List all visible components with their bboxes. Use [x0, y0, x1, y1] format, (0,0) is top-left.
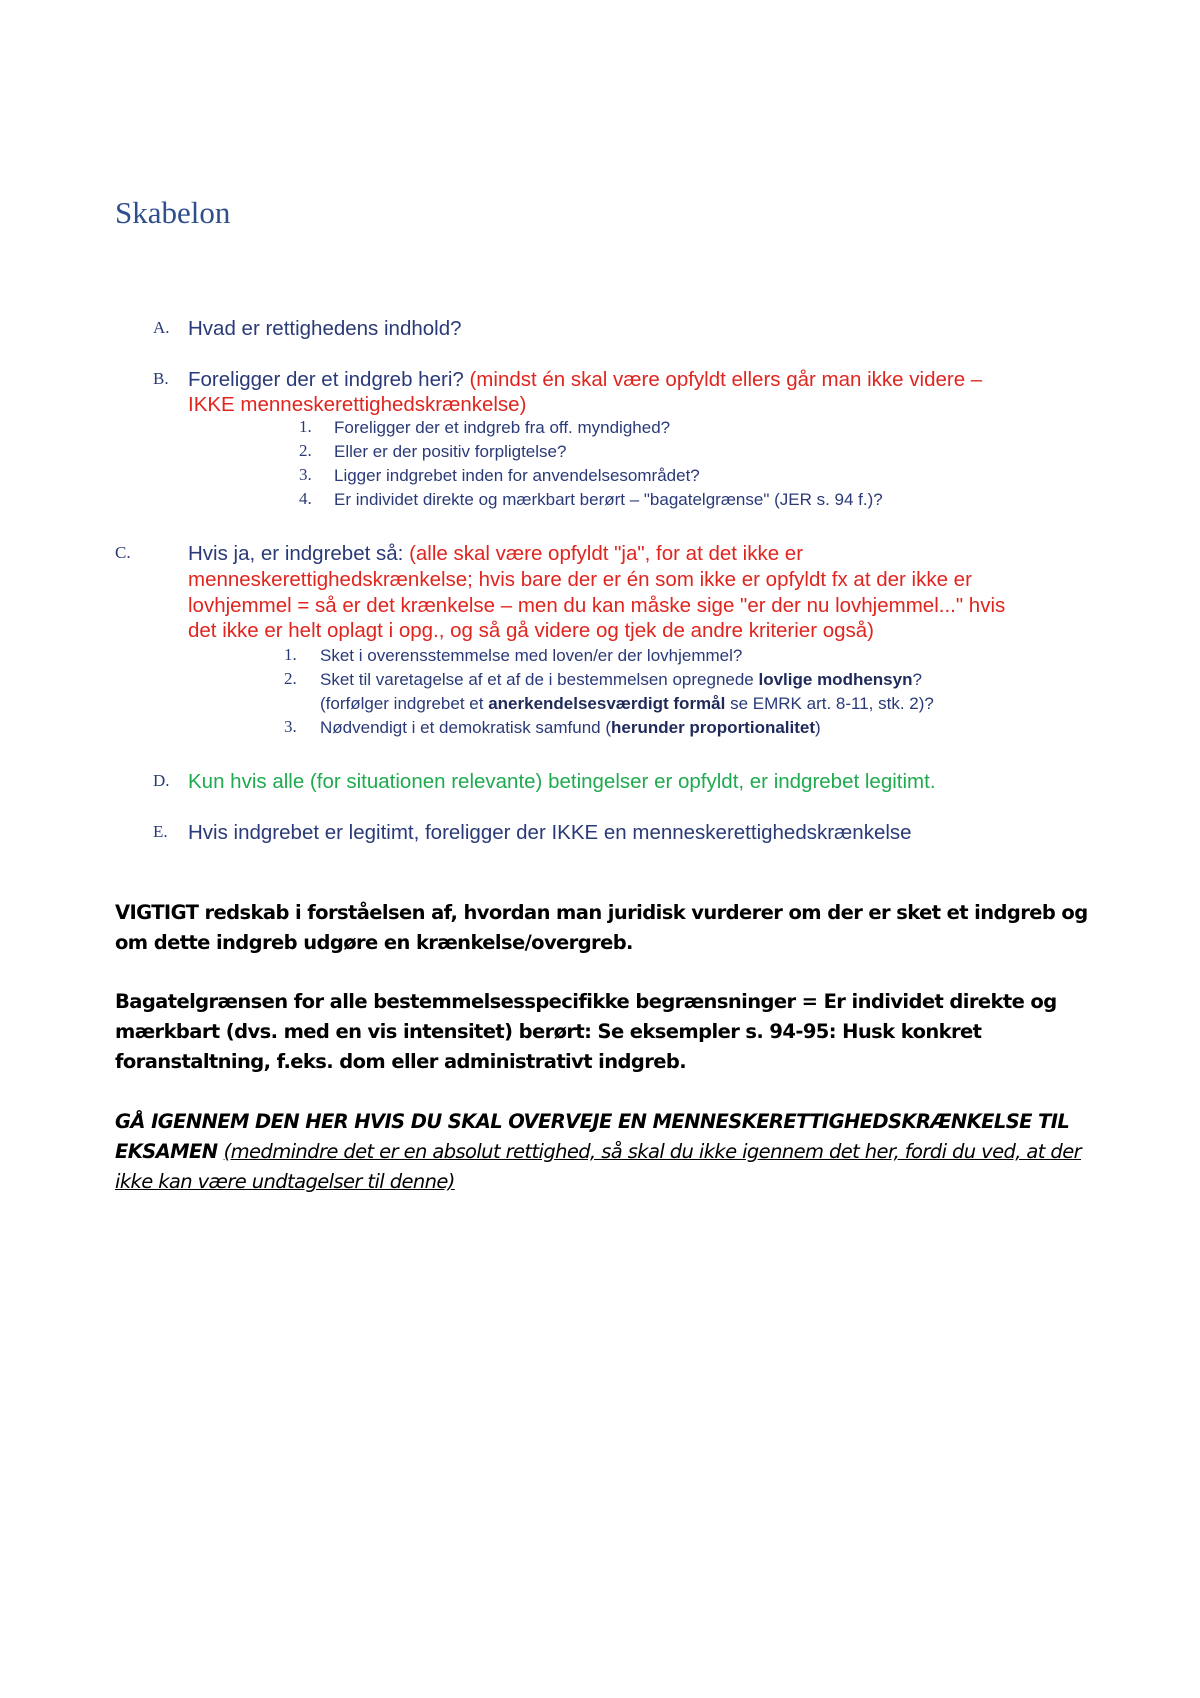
paragraph-vigtigt: VIGTIGT redskab i forståelsen af, hvordan man juridisk vurderer om der er sket et indgreb og om dette indgreb udgøre en krænkelse/overgreb.	[115, 901, 1088, 954]
item-d-marker: D.	[153, 771, 170, 790]
item-c-note-line3: lovhjemmel = så er det krænkelse – men du kan måske sige "er der nu lovhjemmel..." hvis	[188, 594, 1006, 617]
item-c-sub3-text-b: )	[815, 718, 821, 737]
page-title: Skabelon	[115, 195, 231, 230]
item-b-text: Foreligger der et indgreb heri?	[188, 368, 464, 391]
item-c-sub2-number: 2.	[284, 669, 297, 688]
item-e-text: Hvis indgrebet er legitimt, foreligger der IKKE en menneskerettighedskrænkelse	[188, 821, 912, 844]
item-c-sub2-line2	[320, 692, 934, 715]
item-b-sub1-text: Foreligger der et indgreb fra off. myndighed?	[334, 418, 671, 437]
item-b-line1	[188, 367, 982, 392]
item-a-marker: A.	[153, 318, 170, 337]
paragraph-ga-igennem	[115, 1107, 1105, 1197]
paragraph-ga-bold: GÅ IGENNEM DEN HER HVIS DU SKAL OVERVEJE EN MENNESKERETTIGHEDSKRÆNKELSE TIL EKSAMEN	[115, 1110, 1070, 1163]
item-c-sub3-number: 3.	[284, 717, 297, 736]
item-c-sub2-bold-a: lovlige modhensyn	[758, 670, 913, 689]
item-e-marker: E.	[153, 822, 168, 841]
item-b-note-line1: (mindst én skal være opfyldt ellers går man ikke videre –	[469, 368, 983, 391]
item-b-sub3-number: 3.	[299, 465, 312, 484]
item-b-sub4-text: Er individet direkte og mærkbart berørt – "bagatelgrænse" (JER s. 94 f.)?	[334, 490, 883, 509]
item-c-text: Hvis ja, er indgrebet så:	[188, 542, 404, 565]
item-b-sub1-number: 1.	[299, 417, 312, 436]
item-c-line1	[188, 541, 803, 566]
item-d-text: Kun hvis alle (for situationen relevante) betingelser er opfyldt, er indgrebet legitimt.	[188, 770, 936, 793]
item-b-sub2-text: Eller er der positiv forpligtelse?	[334, 442, 567, 461]
item-b-marker: B.	[153, 369, 169, 388]
item-c-note-line2: menneskerettighedskrænkelse; hvis bare der er én som ikke er opfyldt fx at der ikke er	[188, 568, 972, 591]
item-c-sub2-text-b: ?	[912, 670, 922, 689]
item-c-marker: C.	[115, 543, 131, 562]
paragraph-bagatelgraense: Bagatelgrænsen for alle bestemmelsesspecifikke begrænsninger = Er individet direkte og mærkbart (dvs. med en vis intensitet) berørt: Se eksempler s. 94-95: Husk konkret foranstaltning, f.eks. dom eller administrativt indgreb.	[115, 990, 1057, 1073]
item-c-note-line1: (alle skal være opfyldt "ja", for at det ikke er	[409, 542, 804, 565]
item-c-sub1-number: 1.	[284, 645, 297, 664]
item-c-sub2-text-a: Sket til varetagelse af et af de i bestemmelsen opregnede	[320, 670, 754, 689]
item-c-sub3-bold: herunder proportionalitet	[611, 718, 816, 737]
item-b-sub3-text: Ligger indgrebet inden for anvendelsesområdet?	[334, 466, 700, 485]
item-c-sub2-text-d: se EMRK art. 8-11, stk. 2)?	[730, 694, 934, 713]
paragraph-ga-underlined: (medmindre det er en absolut rettighed, så skal du ikke igennem det her, fordi du ved, at der ikke kan være undtagelser til denne)	[115, 1140, 1082, 1193]
item-c-sub2-text-c: (forfølger indgrebet et	[320, 694, 484, 713]
item-b-sub4-number: 4.	[299, 489, 312, 508]
item-b-note-line2: IKKE menneskerettighedskrænkelse)	[188, 393, 527, 416]
item-c-note-line4: det ikke er helt oplagt i opg., og så gå videre og tjek de andre kriterier også)	[188, 619, 875, 642]
item-c-sub2-bold-b: anerkendelsesværdigt formål	[488, 694, 726, 713]
item-a-text: Hvad er rettighedens indhold?	[188, 317, 462, 340]
item-c-sub3-line	[320, 716, 821, 739]
item-b-sub2-number: 2.	[299, 441, 312, 460]
item-c-sub1-text: Sket i overensstemmelse med loven/er der lovhjemmel?	[320, 646, 743, 665]
item-c-sub3-text-a: Nødvendigt i et demokratisk samfund (	[320, 718, 612, 737]
item-c-sub2-line1	[320, 668, 922, 691]
